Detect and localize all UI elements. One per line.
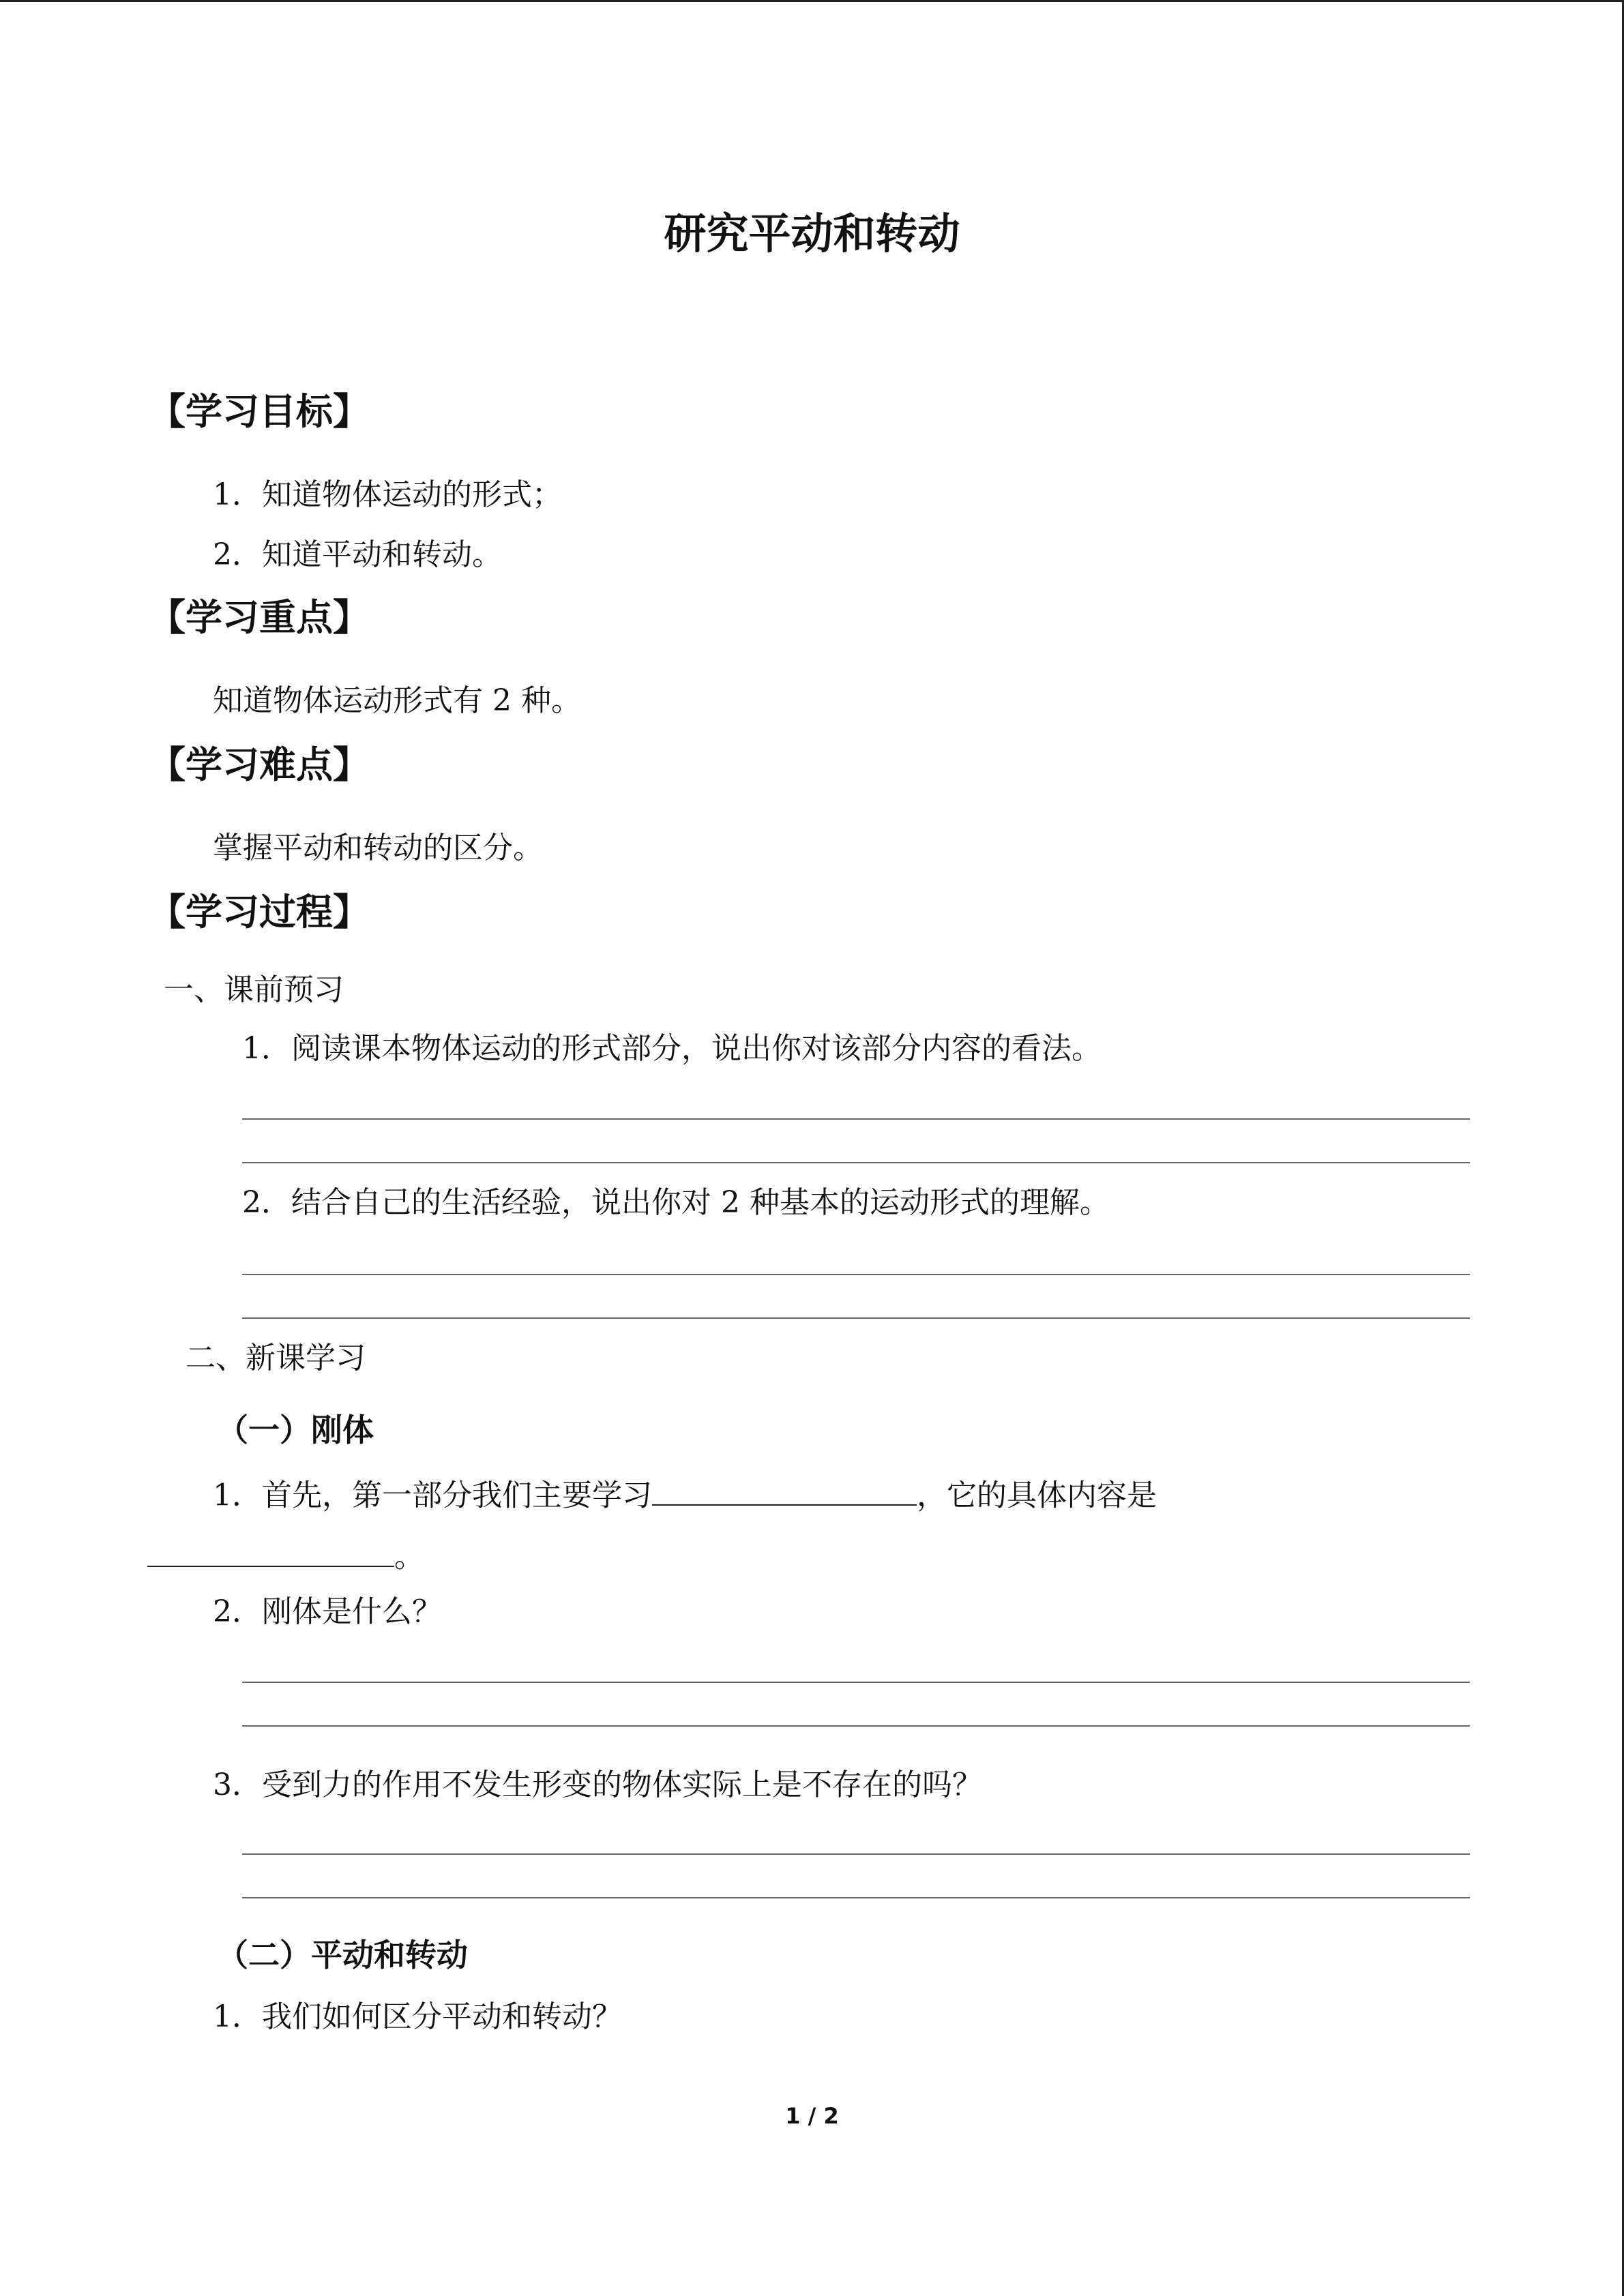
key-point-text: 知道物体运动形式有 2 种。 — [213, 683, 581, 718]
part2-question-1: 1．我们如何区分平动和转动？ — [213, 1999, 622, 2034]
preview-heading: 一、课前预习 — [164, 972, 344, 1007]
part1-question-1 — [213, 1477, 1157, 1511]
page-title: 研究平动和转动 — [664, 209, 960, 258]
answer-line[interactable] — [242, 1317, 1470, 1319]
difficulty-heading: 【学习难点】 — [149, 743, 370, 786]
part1-question-2: 2．刚体是什么？ — [213, 1594, 442, 1629]
part1-heading: （一）刚体 — [217, 1412, 374, 1448]
process-heading: 【学习过程】 — [149, 890, 370, 934]
fill-blank[interactable] — [652, 1477, 917, 1506]
goal-item-1: 1．知道物体运动的形式； — [213, 477, 562, 512]
part1-question-3: 3．受到力的作用不发生形变的物体实际上是不存在的吗？ — [213, 1768, 982, 1802]
answer-line[interactable] — [242, 1725, 1470, 1727]
part1-question-1-middle: ，它的具体内容是 — [917, 1478, 1157, 1513]
goals-heading: 【学习目标】 — [149, 389, 370, 433]
answer-line[interactable] — [242, 1162, 1470, 1163]
answer-line[interactable] — [242, 1897, 1470, 1898]
part1-question-1-continued — [147, 1538, 424, 1575]
key-point-heading: 【学习重点】 — [149, 595, 370, 639]
answer-line[interactable] — [242, 1682, 1470, 1683]
answer-line[interactable] — [242, 1274, 1470, 1275]
answer-line[interactable] — [242, 1853, 1470, 1855]
part1-question-1-end: 。 — [394, 1539, 424, 1575]
goal-item-2: 2．知道平动和转动。 — [213, 537, 502, 572]
answer-line[interactable] — [242, 1118, 1470, 1120]
part2-heading: （二）平动和转动 — [217, 1937, 468, 1973]
difficulty-text: 掌握平动和转动的区分。 — [213, 831, 543, 865]
preview-question-2: 2．结合自己的生活经验，说出你对 2 种基本的运动形式的理解。 — [242, 1185, 1110, 1220]
part1-question-1-text: 1．首先，第一部分我们主要学习 — [213, 1478, 652, 1513]
page-number: 1 / 2 — [785, 2103, 839, 2129]
fill-blank[interactable] — [147, 1538, 394, 1567]
new-lesson-heading: 二、新课学习 — [186, 1341, 366, 1375]
preview-question-1: 1．阅读课本物体运动的形式部分，说出你对该部分内容的看法。 — [242, 1031, 1102, 1066]
